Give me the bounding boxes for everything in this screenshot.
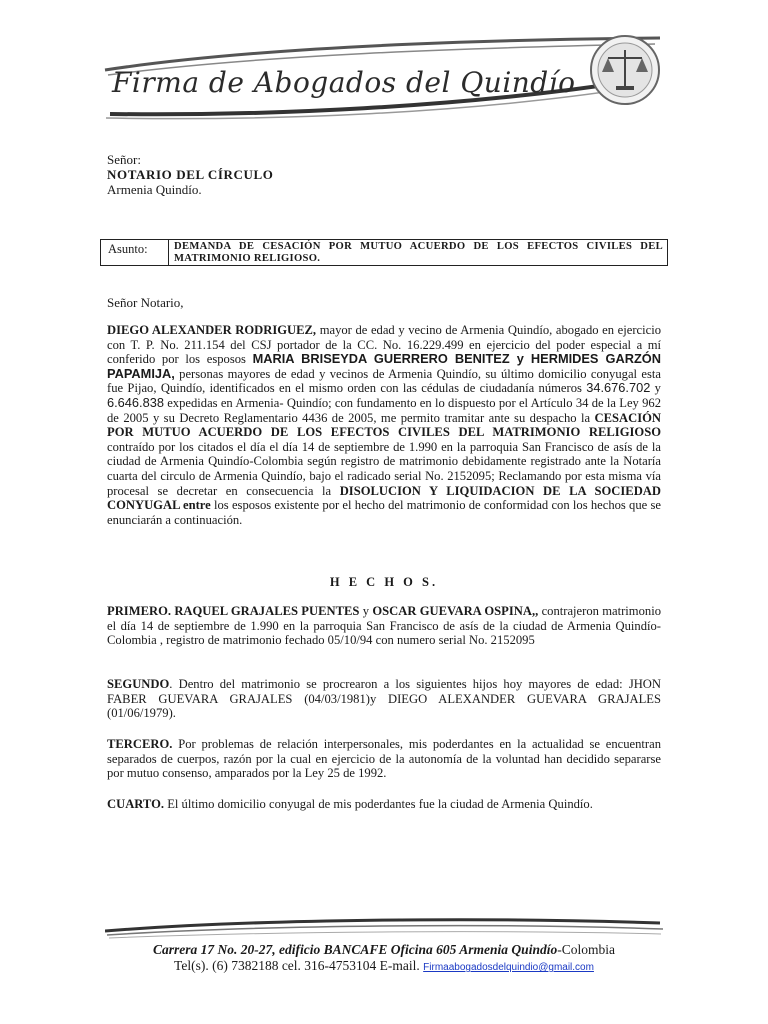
addressee-block bbox=[107, 152, 273, 197]
claim-disolucion: DISOLUCION Y LIQUIDACION DE LA SOCIEDAD CONYUGAL entre bbox=[107, 483, 661, 513]
fact-tercero bbox=[107, 737, 661, 781]
letterhead-logo bbox=[100, 30, 680, 122]
intro-paragraph bbox=[107, 323, 661, 527]
subject-box bbox=[100, 239, 668, 266]
paragraph-text: expedidas en Armenia- Quindío; con fundamento en lo dispuesto por el Artículo 34 de la Ley 962 de 2005 y su Decreto Reglamentario 4436 de 2005, me permito tramitar ante su despacho la bbox=[107, 395, 661, 425]
paragraph-text: contrajeron matrimonio el día 14 de septiembre de 1.990 en la parroquia San Francisco de asís de la ciudad de Armenia Quindío-Colombia , registro de matrimonio fechado 05/10/94 con numero serial No. 2152095 bbox=[107, 604, 661, 648]
fact-tercero-lead: TERCERO. bbox=[107, 737, 173, 751]
salutation: Señor: bbox=[107, 152, 141, 167]
footer-country: -Colombia bbox=[557, 942, 615, 957]
fact-segundo-lead: SEGUNDO bbox=[107, 677, 170, 691]
paragraph-text: . Dentro del matrimonio se procrearon a los siguientes hijos hoy mayores de edad: JHON FABER GUEVARA GRAJALES (04/03/1981)y DIEGO ALEXANDER GUEVARA GRAJALES (01/06/1979). bbox=[107, 677, 661, 721]
firm-name: Firma de Abogados del Quindío bbox=[112, 66, 576, 99]
footer-phones: Tel(s). (6) 7382188 cel. 316-4753104 E-mail. bbox=[174, 958, 424, 973]
cedula-1: 34.676.702 bbox=[586, 380, 651, 396]
email-link[interactable]: Firmaabogadosdelquindio@gmail.com bbox=[423, 962, 594, 973]
fact-primero-name2: OSCAR GUEVARA OSPINA,, bbox=[372, 604, 539, 618]
paragraph-text: personas mayores de edad y vecinos de Armenia Quindío, su último domicilio conyugal esta fue Pijao, Quindío, identificados en el mismo orden con las cédulas de ciudadanía números bbox=[107, 366, 661, 396]
subject-label: Asunto: bbox=[101, 240, 169, 265]
paragraph-text: contraído por los citados el día el día 14 de septiembre de 1.990 en la parroquia San Francisco de asís de la ciudad de Armenia Quindío-Colombia según registro de matrimonio debidamente registrado ante la Notaría cuarta del circulo de Armenia Quindío, bajo el radicado serial No. 2152095; Reclamando por esta misma vía procesal se decretar en consecuencia la bbox=[107, 439, 661, 498]
lawyer-name: DIEGO ALEXANDER RODRIGUEZ, bbox=[107, 323, 317, 337]
fact-cuarto-lead: CUARTO. bbox=[107, 797, 165, 811]
fact-cuarto bbox=[107, 797, 661, 812]
footer-contact bbox=[0, 942, 768, 976]
paragraph-text: mayor de edad y vecino de Armenia Quindío, abogado en ejercicio con T. P. No. 211.154 del CSJ portador de la CC. No. 16.229.499 en ejercicio del poder especial a mí conferido por los esposos bbox=[107, 323, 661, 367]
fact-segundo bbox=[107, 677, 661, 721]
subject-text: DEMANDA DE CESACIÓN POR MUTUO ACUERDO DE LOS EFECTOS CIVILES DEL MATRIMONIO RELIGIOSO. bbox=[174, 241, 663, 264]
fact-primero bbox=[107, 604, 661, 648]
paragraph-text: los esposos existente por el hecho del matrimonio de conformidad con los hechos que se enunciarán a continuación. bbox=[107, 498, 661, 527]
paragraph-text: Por problemas de relación interpersonales, mis poderdantes en la actualidad se encuentran separados de cuerpos, razón por la cual en ejercicio de la autonomía de la voluntad han decidido separarse por mutuo consenso, amparados por la Ley 25 de 1992. bbox=[107, 737, 661, 781]
hechos-heading: H E C H O S. bbox=[329, 575, 439, 589]
fact-primero-lead: PRIMERO. RAQUEL GRAJALES PUENTES bbox=[107, 604, 360, 618]
paragraph-text: y bbox=[650, 381, 661, 396]
addressee-title: NOTARIO DEL CÍRCULO bbox=[107, 167, 274, 182]
spouses-names: MARIA BRISEYDA GUERRERO BENITEZ y HERMIDES GARZÓN PAPAMIJA, bbox=[107, 351, 661, 381]
paragraph-text: y bbox=[359, 604, 373, 618]
paragraph-text: El último domicilio conyugal de mis poderdantes fue la ciudad de Armenia Quindío. bbox=[164, 797, 593, 811]
footer-address: Carrera 17 No. 20-27, edificio BANCAFE Oficina 605 Armenia Quindío bbox=[153, 942, 558, 957]
greeting: Señor Notario, bbox=[107, 295, 184, 310]
claim-cesacion: CESACIÓN POR MUTUO ACUERDO DE LOS EFECTOS CIVILES DEL MATRIMONIO RELIGIOSO bbox=[107, 410, 661, 440]
footer-swoosh-graphic bbox=[105, 913, 665, 939]
cedula-2: 6.646.838 bbox=[107, 394, 164, 410]
addressee-location: Armenia Quindío. bbox=[107, 182, 202, 197]
